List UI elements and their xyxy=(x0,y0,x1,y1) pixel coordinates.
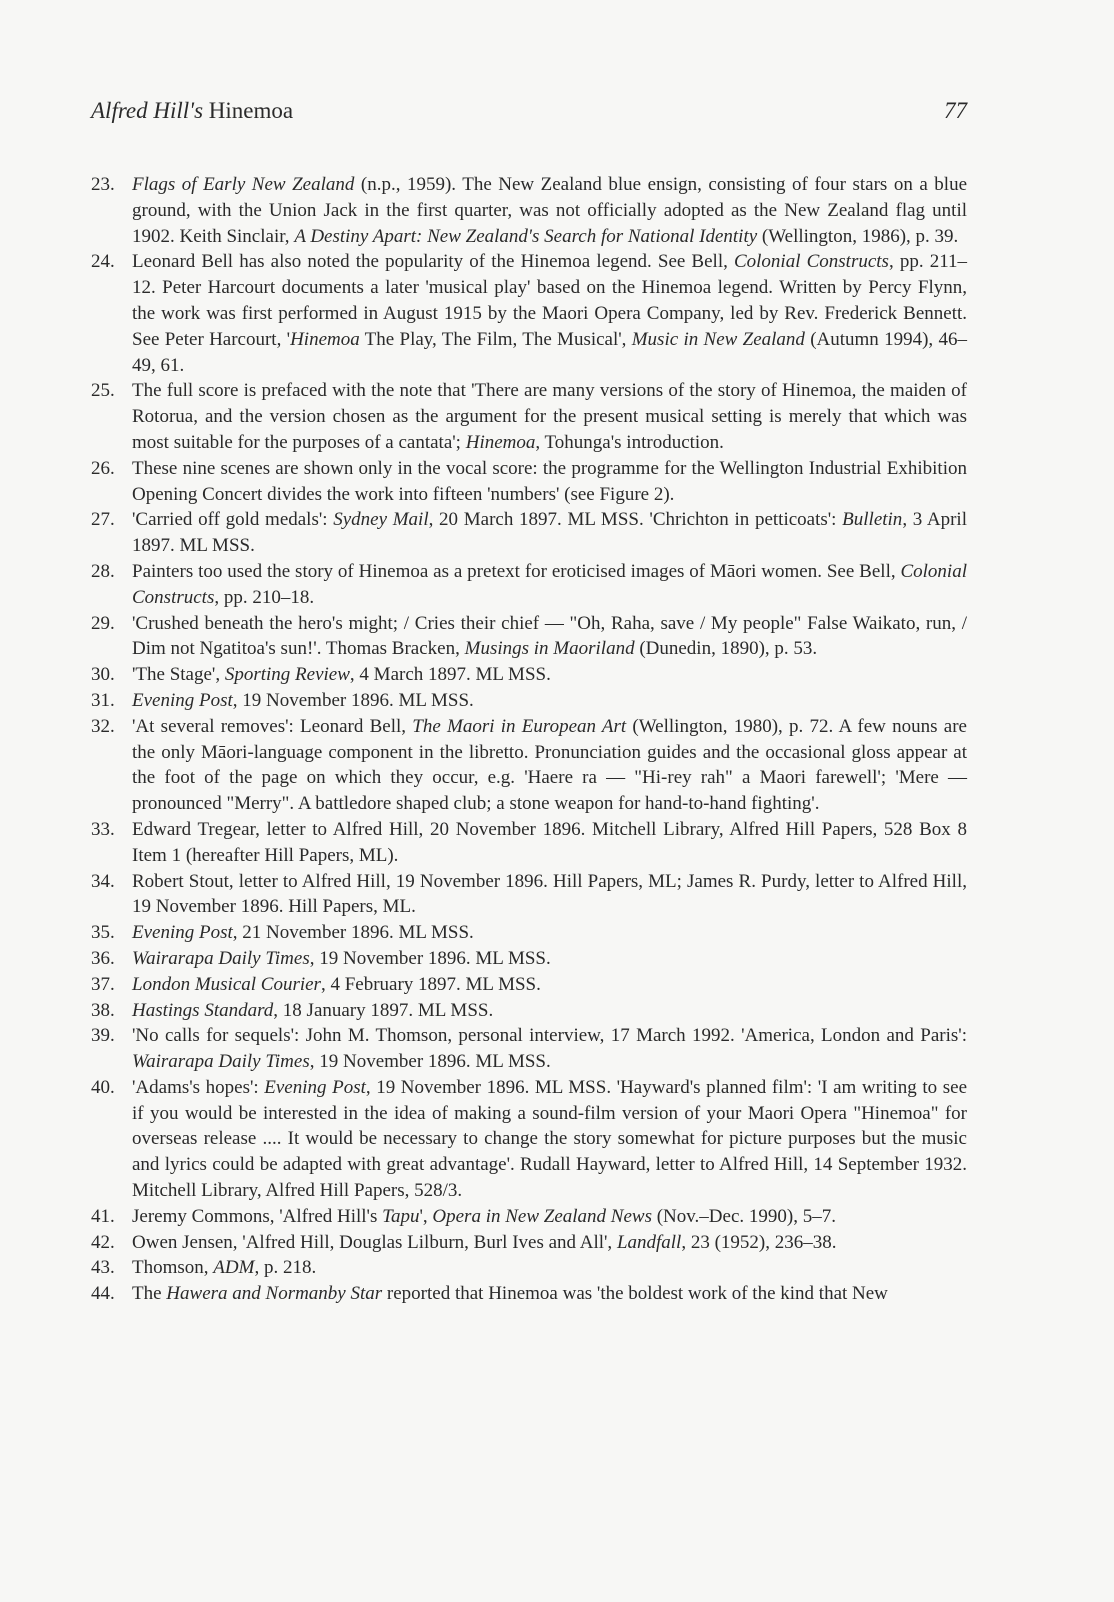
endnote-text-run: (n.p., 1959). The New Zealand blue ensign, consisting of four stars on a blue ground, with the Union Jack in the first quarter, was not officially adopted as the New Zealand flag until 1902. Keith Sinclair, xyxy=(132,174,967,247)
endnote-text xyxy=(132,1281,967,1307)
endnote-text-run: Leonard Bell has also noted the popularity of the Hinemoa legend. See Bell, xyxy=(132,251,734,273)
endnote-text-run: , 19 November 1896. ML MSS. xyxy=(309,1051,551,1073)
endnote-item xyxy=(91,172,967,249)
endnote-italic-text: Music in New Zealand xyxy=(631,328,805,350)
endnote-text-run: The Play, The Film, The Musical', xyxy=(359,328,632,350)
endnote-number: 43. xyxy=(91,1257,115,1279)
endnote-text-run: , p. 218. xyxy=(254,1257,317,1279)
endnote-italic-text: Colonial Constructs xyxy=(132,560,967,608)
endnote-number: 36. xyxy=(91,947,115,969)
endnote-text-run: The full score is prefaced with the note that 'There are many versions of the story of Hinemoa, the maiden of Rotorua, and the version chosen as the argument for the present musical setting is merely that which was most suitable for the purposes of a cantata'; xyxy=(132,380,967,453)
endnote-item xyxy=(91,1255,967,1281)
endnote-number: 33. xyxy=(91,818,115,840)
endnote-text-run: , 20 March 1897. ML MSS. 'Chrichton in petticoats': xyxy=(428,509,843,531)
endnote-item xyxy=(91,456,967,508)
endnote-italic-text: Tapu xyxy=(382,1205,420,1227)
endnote-text xyxy=(132,456,967,508)
endnote-number: 30. xyxy=(91,664,115,686)
endnote-text-run: 'Carried off gold medals': xyxy=(132,509,334,531)
endnote-number: 23. xyxy=(91,174,115,195)
endnote-text-run: Thomson, xyxy=(132,1257,214,1279)
endnote-italic-text: London Musical Courier xyxy=(132,973,321,995)
endnote-italic-text: Colonial Constructs xyxy=(733,251,889,273)
endnote-italic-text: Opera in New Zealand News xyxy=(432,1205,652,1227)
endnote-text xyxy=(132,1023,967,1075)
endnote-italic-text: Musings in Maoriland xyxy=(464,638,635,660)
endnote-text-run: These nine scenes are shown only in the vocal score: the programme for the Wellington Industrial Exhibition Opening Concert divides the work into fifteen 'numbers' (see Figure 2). xyxy=(132,457,967,505)
endnote-number: 35. xyxy=(91,922,115,944)
endnote-text-run: ', xyxy=(419,1205,433,1227)
endnote-number: 31. xyxy=(91,689,115,711)
endnote-item xyxy=(91,714,967,817)
endnote-item xyxy=(91,559,967,611)
endnote-number: 34. xyxy=(91,870,115,892)
endnote-item xyxy=(91,1230,967,1256)
endnote-text xyxy=(132,1230,967,1256)
endnote-number: 27. xyxy=(91,509,115,531)
endnote-number: 40. xyxy=(91,1076,115,1098)
endnote-italic-text: Sydney Mail xyxy=(333,509,429,531)
running-title xyxy=(91,98,293,124)
endnote-italic-text: A Destiny Apart: New Zealand's Search for National Identity xyxy=(294,225,758,247)
endnote-italic-text: Evening Post xyxy=(264,1076,366,1098)
endnote-italic-text: Flags of Early New Zealand xyxy=(132,174,355,195)
endnote-text-run: 'Crushed beneath the hero's might; / Cries their chief — "Oh, Raha, save / My people" False Waikato, run, / Dim not Ngatitoa's sun!'. Thomas Bracken, xyxy=(132,612,967,660)
endnote-text-run: Jeremy Commons, 'Alfred Hill's xyxy=(132,1205,383,1227)
endnote-item xyxy=(91,1075,967,1204)
endnote-number: 42. xyxy=(91,1231,115,1253)
endnote-text xyxy=(132,972,967,998)
endnote-text xyxy=(132,920,967,946)
endnote-italic-text: Hastings Standard xyxy=(132,999,274,1021)
endnote-text-run: (Autumn 1994), 46–49, 61. xyxy=(132,328,967,376)
endnote-text-run: 'At several removes': Leonard Bell, xyxy=(132,715,413,737)
endnote-item xyxy=(91,998,967,1024)
endnote-text-run: , 4 March 1897. ML MSS. xyxy=(349,664,551,686)
endnote-text xyxy=(132,1255,967,1281)
endnote-text-run: , 4 February 1897. ML MSS. xyxy=(320,973,541,995)
endnote-item xyxy=(91,662,967,688)
endnote-text-run: (Nov.–Dec. 1990), 5–7. xyxy=(651,1205,836,1227)
endnote-text-run: (Wellington, 1986), p. 39. xyxy=(757,225,959,247)
endnote-item xyxy=(91,507,967,559)
endnote-text xyxy=(132,1075,967,1204)
endnote-text-run: , Tohunga's introduction. xyxy=(535,431,724,453)
endnote-item xyxy=(91,688,967,714)
endnote-text xyxy=(132,611,967,663)
endnote-text-run: (Dunedin, 1890), p. 53. xyxy=(634,638,818,660)
endnote-text-run: Edward Tregear, letter to Alfred Hill, 20 November 1896. Mitchell Library, Alfred Hill Papers, 528 Box 8 Item 1 (hereafter Hill Papers, ML). xyxy=(132,818,967,866)
endnote-text-run: Owen Jensen, 'Alfred Hill, Douglas Lilburn, Burl Ives and All', xyxy=(132,1231,617,1253)
endnote-item xyxy=(91,1204,967,1230)
page-number: 77 xyxy=(944,98,967,123)
endnote-italic-text: Bulletin xyxy=(842,509,903,531)
endnote-item xyxy=(91,817,967,869)
endnote-text-run: Robert Stout, letter to Alfred Hill, 19 November 1896. Hill Papers, ML; James R. Purdy, letter to Alfred Hill, 19 November 1896. Hill Papers, ML. xyxy=(132,870,967,918)
endnote-item xyxy=(91,1023,967,1075)
endnote-number: 26. xyxy=(91,457,115,479)
endnote-text-run: , 21 November 1896. ML MSS. xyxy=(232,922,474,944)
endnote-italic-text: Hawera and Normanby Star xyxy=(166,1283,383,1305)
running-title-roman: Hinemoa xyxy=(203,98,294,123)
endnote-text-run: , 23 (1952), 236–38. xyxy=(681,1231,837,1253)
endnote-text-run: 'Adams's hopes': xyxy=(132,1076,265,1098)
endnote-italic-text: Wairarapa Daily Times xyxy=(132,1051,310,1073)
endnote-italic-text: Evening Post xyxy=(132,689,233,711)
endnote-italic-text: ADM xyxy=(213,1257,255,1279)
endnote-italic-text: Hinemoa xyxy=(290,328,360,350)
endnote-italic-text: The Maori in European Art xyxy=(412,715,627,737)
endnote-text-run: (Wellington, 1980), p. 72. A few nouns are the only Māori-language component in the libretto. Pronunciation guides and the occasional gloss appear at the foot of the page on which they occur, e.g. 'Haere ra — "Hi-rey rah" a Maori farewell'; 'Mere — pronounced "Merry". A battledore shaped club; a stone weapon for hand-to-hand fighting'. xyxy=(132,715,967,815)
endnote-italic-text: Sporting Review xyxy=(224,664,350,686)
endnote-number: 41. xyxy=(91,1205,115,1227)
endnote-number: 38. xyxy=(91,999,115,1021)
endnote-number: 37. xyxy=(91,973,115,995)
endnote-text xyxy=(132,559,967,611)
endnote-item xyxy=(91,920,967,946)
endnote-italic-text: Hinemoa xyxy=(465,431,536,453)
endnote-number: 32. xyxy=(91,715,115,737)
endnote-text xyxy=(132,817,967,869)
endnote-text xyxy=(132,507,967,559)
endnote-text-run: , 19 November 1896. ML MSS. 'Hayward's planned film': 'I am writing to see if you would be interested in the idea of making a sound-film version of your Maori Opera "Hinemoa" for overseas release .... It would be necessary to change the story somewhat for picture purposes but the music and lyrics could be adapted with great advantage'. Rudall Hayward, letter to Alfred Hill, 14 September 1932. Mitchell Library, Alfred Hill Papers, 528/3. xyxy=(132,1076,967,1202)
endnote-text xyxy=(132,714,967,817)
endnote-text-run: reported that Hinemoa was 'the boldest work of the kind that New xyxy=(382,1283,888,1305)
endnote-text-run: The xyxy=(132,1283,167,1305)
endnote-text-run: , pp. 211–12. Peter Harcourt documents a later 'musical play' based on the Hinemoa legend. Written by Percy Flynn, the work was first performed in August 1915 by the Maori Opera Company, led by Rev. Frederick Bennett. See Peter Harcourt, ' xyxy=(132,251,967,350)
endnote-item xyxy=(91,869,967,921)
endnote-italic-text: Evening Post xyxy=(132,922,233,944)
endnote-item xyxy=(91,1281,967,1307)
endnote-number: 44. xyxy=(91,1283,115,1305)
endnote-text-run: , 3 April 1897. ML MSS. xyxy=(132,509,967,557)
endnote-item xyxy=(91,972,967,998)
endnote-number: 24. xyxy=(91,251,115,273)
endnote-text xyxy=(132,249,967,378)
endnote-number: 28. xyxy=(91,560,115,582)
endnote-text xyxy=(132,869,967,921)
endnote-text xyxy=(132,688,967,714)
endnote-item xyxy=(91,378,967,455)
endnote-text xyxy=(132,946,967,972)
endnote-text xyxy=(132,662,967,688)
running-title-italic: Alfred Hill's xyxy=(91,98,204,123)
endnote-italic-text: Wairarapa Daily Times xyxy=(132,947,310,969)
endnotes-list xyxy=(91,172,967,1307)
endnote-item xyxy=(91,946,967,972)
endnote-text xyxy=(132,1204,967,1230)
endnote-text xyxy=(132,378,967,455)
endnote-text-run: Painters too used the story of Hinemoa as a pretext for eroticised images of Māori women. See Bell, xyxy=(132,560,901,582)
endnote-text-run: , pp. 210–18. xyxy=(214,586,315,608)
endnote-item xyxy=(91,249,967,378)
endnote-number: 25. xyxy=(91,380,115,402)
endnote-text-run: 'The Stage', xyxy=(132,664,225,686)
endnote-number: 39. xyxy=(91,1025,115,1047)
endnote-item xyxy=(91,611,967,663)
endnote-text-run: , 18 January 1897. ML MSS. xyxy=(273,999,494,1021)
endnote-italic-text: Landfall xyxy=(616,1231,682,1253)
endnote-number: 29. xyxy=(91,612,115,634)
endnote-text-run: 'No calls for sequels': John M. Thomson, personal interview, 17 March 1992. 'America, London and Paris': xyxy=(132,1025,967,1047)
endnote-text-run: , 19 November 1896. ML MSS. xyxy=(309,947,551,969)
endnote-text xyxy=(132,172,967,249)
endnote-text xyxy=(132,998,967,1024)
endnote-text-run: , 19 November 1896. ML MSS. xyxy=(232,689,474,711)
